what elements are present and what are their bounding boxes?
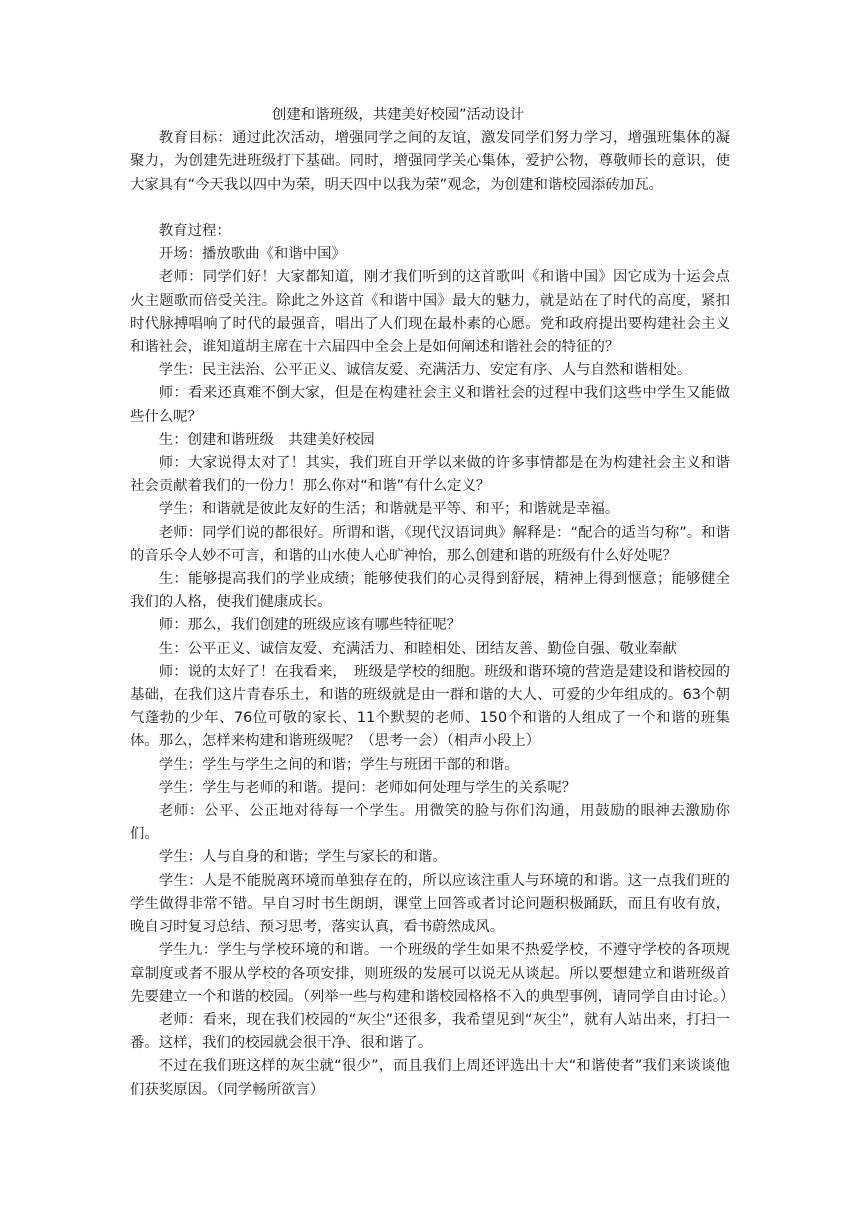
paragraph: 学生九：学生与学校环境的和谐。一个班级的学生如果不热爱学校，不遵守学校的各项规章制度或者不服从学校的各项安排，则班级的发展可以说无从谈起。所以要想建立和谐班级首先要建立一个和谐的校园。（列举一些与构建和谐校园格格不入的典型事例，请同学自由讨论。） (130, 942, 735, 1005)
paragraph: 学生：学生与学生之间的和谐；学生与班团干部的和谐。 (158, 756, 519, 773)
document-title: 创建和谐班级，共建美好校园”活动设计 (272, 107, 525, 123)
paragraph: 师：看来还真难不倒大家，但是在构建社会主义和谐社会的过程中我们这些中学生又能做些什么呢？ (130, 385, 730, 425)
paragraph: 学生：和谐就是彼此友好的生活；和谐就是平等、和平；和谐就是幸福。 (158, 501, 620, 518)
paragraph: 学生：学生与老师的和谐。提问：老师如何处理与学生的关系呢？ (158, 779, 577, 796)
paragraph: 教育目标：通过此次活动，增强同学之间的友谊，激发同学们努力学习，增强班集体的凝聚力，为创建先进班级打下基础。同时，增强同学关心集体，爱护公物，尊敬师长的意识，使大家具有“今天我以四中为荣，明天四中以我为荣”观念，为创建和谐校园添砖加瓦。 (130, 130, 730, 193)
paragraph: 开场：播放歌曲《和谐中国》 (158, 246, 346, 263)
blank-line (130, 197, 730, 220)
paragraph: 老师：看来，现在我们校园的“灰尘”还很多，我希望见到“灰尘”，就有人站出来，打扫一番。这样，我们的校园就会很干净、很和谐了。 (130, 1011, 730, 1052)
paragraph: 学生：民主法治、公平正义、诚信友爱、充满活力、安定有序、人与自然和谐相处。 (158, 362, 692, 379)
paragraph: 老师：公平、公正地对待每一个学生。用微笑的脸与你们沟通，用鼓励的眼神去激励你们。 (130, 803, 730, 843)
paragraph: 师：那么，我们创建的班级应该有哪些特征呢？ (158, 617, 462, 634)
paragraph: 生：创建和谐班级 共建美好校园 (158, 431, 375, 448)
paragraph: 不过在我们班这样的灰尘就“很少”，而且我们上周还评选出十大“和谐使者”我们来谈谈他们获奖原因。（同学畅所欲言） (130, 1058, 730, 1098)
paragraph-list (130, 127, 735, 1102)
paragraph: 教育过程： (158, 223, 231, 239)
paragraph: 老师：同学们说的都很好。所谓和谐，《现代汉语词典》解释是：“配合的适当匀称”。和谐的音乐令人妙不可言，和谐的山水使人心旷神怡，那么创建和谐的班级有什么好处呢？ (130, 524, 730, 564)
paragraph: 学生：人是不能脱离环境而单独存在的，所以应该注重人与环境的和谐。这一点我们班的学生做得非常不错。早自习时书生朗朗，课堂上回答或者讨论问题积极踊跃，而且有收有放，晚自习时复习总结、预习思考，落实认真，看书蔚然成风。 (130, 872, 730, 936)
paragraph: 师：说的太好了！在我看来， 班级是学校的细胞。班级和谐环境的营造是建设和谐校园的基础，在我们这片青春乐土，和谐的班级就是由一群和谐的大人、可爱的少年组成的。63个朝气蓬勃的少年、76位可敬的家长、11个默契的老师、150个和谐的人组成了一个和谐的班集体。那么，怎样来构建和谐班级呢？（思考一会）（相声小段上） (130, 663, 730, 750)
paragraph: 老师：同学们好！大家都知道，刚才我们听到的这首歌叫《和谐中国》因它成为十运会点火主题歌而倍受关注。除此之外这首《和谐中国》最大的魅力，就是站在了时代的高度，紧扣时代脉搏唱响了时代的最强音，唱出了人们现在最朴素的心愿。党和政府提出要构建社会主义和谐社会，谁知道胡主席在十六届四中全会上是如何阐述和谐社会的特征的？ (130, 269, 730, 356)
document-body (130, 104, 735, 1102)
paragraph: 生：公平正义、诚信友爱、充满活力、和睦相处、团结友善、勤俭自强、敬业奉献 (158, 640, 677, 657)
paragraph: 学生：人与自身的和谐；学生与家长的和谐。 (158, 849, 447, 866)
paragraph: 生：能够提高我们的学业成绩；能够使我们的心灵得到舒展，精神上得到惬意；能够健全我们的人格，使我们健康成长。 (130, 571, 730, 611)
paragraph: 师：大家说得太对了！其实，我们班自开学以来做的许多事情都是在为构建社会主义和谐社会贡献着我们的一份力！那么你对“和谐”有什么定义？ (130, 455, 730, 495)
